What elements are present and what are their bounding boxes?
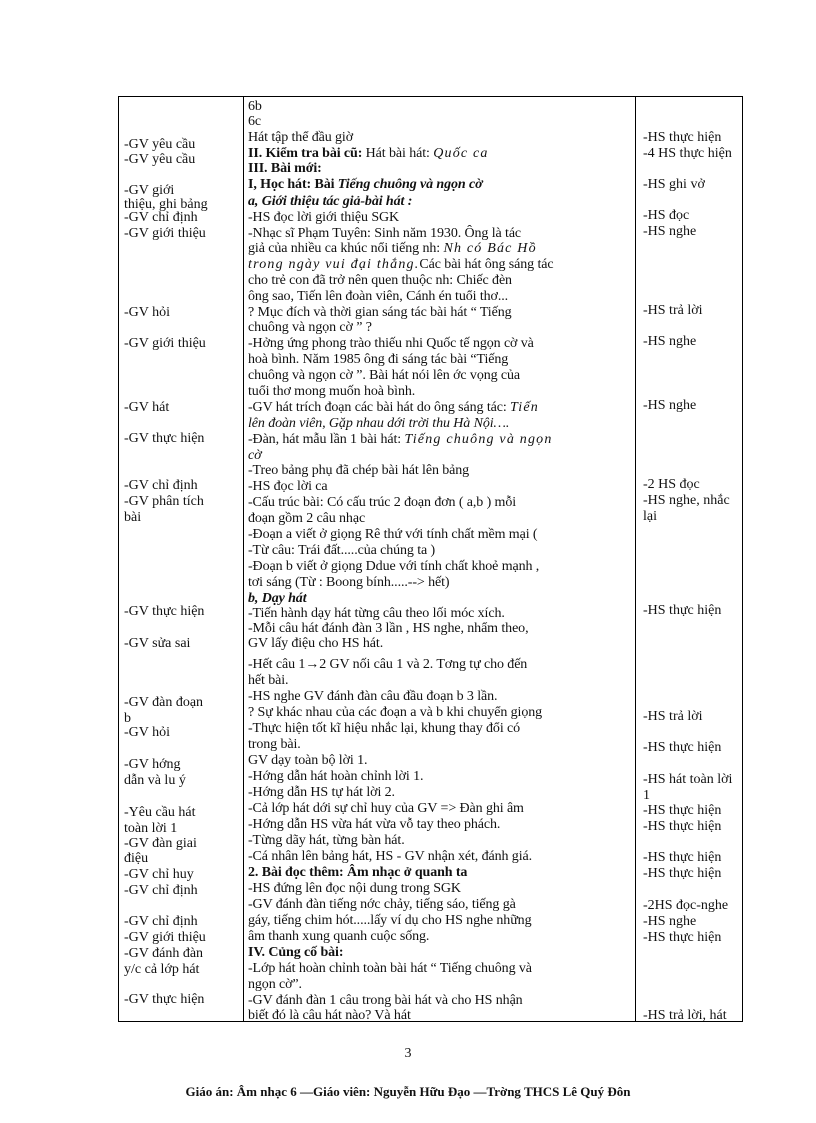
lesson-content-line-segment: Nh có Bác Hồ: [443, 241, 537, 256]
teacher-activity-line: dẫn và lu ý: [124, 773, 186, 788]
student-activity-line: -HS ghi vở: [643, 177, 705, 192]
lesson-content-line: [248, 257, 634, 273]
lesson-content-line: III. Bài mới:: [248, 161, 322, 176]
teacher-activity-line: -GV phân tích: [124, 494, 204, 509]
lesson-content-line: ông sao, Tiến lên đoàn viên, Cánh én tuổi thơ...: [248, 289, 509, 304]
lesson-content-line-segment: giả của nhiều ca khúc nổi tiếng nh:: [248, 241, 444, 256]
lesson-content-line: -Đoạn a viết ở giọng Rê thứ với tính chất mềm mại (: [248, 527, 538, 542]
lesson-content-line: -HS đọc lời ca: [248, 479, 328, 494]
teacher-activity-line: -GV sửa sai: [124, 636, 191, 651]
teacher-activity-line: -GV hỏi: [124, 725, 171, 740]
teacher-activity-line: -GV thực hiện: [124, 604, 205, 619]
teacher-activity-line: -GV giới: [124, 183, 175, 198]
lesson-content-line: lên đoàn viên, Gặp nhau dới trời thu Hà Nội….: [248, 416, 510, 431]
lesson-content-line: -Từ câu: Trái đất.....của chúng ta ): [248, 543, 436, 558]
teacher-activity-line: -GV đàn giai: [124, 836, 197, 851]
lesson-content-line: -Hớng dẫn HS tự hát lời 2.: [248, 785, 395, 800]
lesson-content-line: 6c: [248, 114, 262, 129]
lesson-content-line-segment: Tiếng chuông và ngọn: [404, 432, 553, 447]
lesson-content-line: [248, 241, 634, 257]
lesson-content-line: -Hớng dẫn hát hoàn chỉnh lời 1.: [248, 769, 424, 784]
lesson-content-line: a, Giới thiệu tác giả-bài hát :: [248, 194, 413, 209]
student-activity-line: -HS nghe, nhắc: [643, 493, 730, 508]
column-divider: [243, 97, 244, 1021]
page-footer: Giáo án: Âm nhạc 6 —Giáo viên: Nguyễn Hữu Đạo —Trờng THCS Lê Quý Đôn: [185, 1084, 631, 1099]
student-activity-line: -HS trả lời: [643, 303, 703, 318]
teacher-activity-line: -GV thực hiện: [124, 431, 205, 446]
teacher-activity-line: điệu: [124, 851, 149, 866]
lesson-table: [118, 96, 743, 1022]
column-divider: [635, 97, 636, 1021]
student-activity-line: -HS nghe: [643, 224, 697, 239]
student-activity-line: -HS nghe: [643, 914, 697, 929]
lesson-content-line-segment: -GV hát trích đoạn các bài hát do ông sáng tác:: [248, 400, 511, 415]
lesson-content-line: -HS nghe GV đánh đàn câu đầu đoạn b 3 lần.: [248, 689, 498, 704]
lesson-content-line: chuông và ngọn cờ ” ?: [248, 320, 372, 335]
lesson-content-line: tơi sáng (Từ : Boong bính.....--> hết): [248, 575, 450, 590]
teacher-activity-line: -GV chỉ định: [124, 883, 198, 898]
teacher-activity-line: toàn lời 1: [124, 821, 178, 836]
lesson-content-line: đoạn gồm 2 câu nhạc: [248, 511, 366, 526]
lesson-content-line: [248, 146, 634, 162]
lesson-content-line: -Thực hiện tốt kĩ hiệu nhắc lại, khung thay đổi có: [248, 721, 521, 736]
lesson-content-line: hoà bình. Năm 1985 ông đi sáng tác bài “Tiếng: [248, 352, 509, 367]
lesson-content-line: Hát tập thể đầu giờ: [248, 130, 354, 145]
lesson-content-line: ngọn cờ”.: [248, 977, 302, 992]
page-number: 3: [404, 1046, 412, 1061]
student-activity-line: -HS thực hiện: [643, 803, 722, 818]
lesson-content-line-segment: trong ngày vui đại thắng.: [248, 257, 420, 272]
lesson-content-line: biết đó là câu hát nào? Và hát: [248, 1008, 411, 1023]
lesson-content-column: [248, 97, 634, 1021]
student-activity-line: -4 HS thực hiện: [643, 146, 732, 161]
lesson-content-line: tuổi thơ mong muốn hoà bình.: [248, 384, 416, 399]
teacher-activity-line: -GV hỏi: [124, 305, 171, 320]
student-activity-line: -2HS đọc-nghe: [643, 898, 729, 913]
lesson-content-line: b, Dạy hát: [248, 591, 307, 606]
lesson-content-line: -Treo bảng phụ đã chép bài hát lên bảng: [248, 463, 470, 478]
teacher-activity-line: -GV yêu cầu: [124, 152, 196, 167]
teacher-activity-line: bài: [124, 510, 142, 525]
teacher-activity-column: [124, 97, 242, 1021]
lesson-content-line-segment: Quốc ca: [433, 146, 489, 161]
lesson-content-line: -Từng dãy hát, từng bàn hát.: [248, 833, 405, 848]
teacher-activity-line: -GV đánh đàn: [124, 946, 204, 961]
lesson-content-line: âm thanh xung quanh cuộc sống.: [248, 929, 430, 944]
lesson-content-line: -GV đánh đàn 1 câu trong bài hát và cho HS nhận: [248, 993, 523, 1008]
student-activity-line: -HS đọc: [643, 208, 690, 223]
lesson-content-line: [248, 432, 634, 448]
student-activity-line: -HS thực hiện: [643, 740, 722, 755]
lesson-content-line-segment: Tiếng chuông và ngọn cờ: [337, 177, 483, 192]
lesson-content-line-segment: Các bài hát ông sáng tác: [419, 257, 554, 272]
lesson-content-line: chuông và ngọn cờ ”. Bài hát nói lên ớc vọng của: [248, 368, 521, 383]
lesson-content-line: gáy, tiếng chim hót.....lấy ví dụ cho HS nghe những: [248, 913, 532, 928]
teacher-activity-line: -GV chỉ định: [124, 210, 198, 225]
teacher-activity-line: y/c cả lớp hát: [124, 962, 200, 977]
lesson-content-line: GV lấy điệu cho HS hát.: [248, 636, 384, 651]
teacher-activity-line: -GV chỉ huy: [124, 867, 194, 882]
teacher-activity-line: thiệu, ghi bảng: [124, 197, 208, 212]
teacher-activity-line: -Yêu cầu hát: [124, 805, 196, 820]
lesson-content-line: -Cá nhân lên bảng hát, HS - GV nhận xét, đánh giá.: [248, 849, 533, 864]
student-activity-line: -HS thực hiện: [643, 930, 722, 945]
teacher-activity-line: -GV chỉ định: [124, 478, 198, 493]
lesson-content-line: cờ: [248, 448, 262, 463]
lesson-content-line-segment: Tiến: [510, 400, 539, 415]
lesson-content-line-segment: -Đàn, hát mẫu lần 1 bài hát:: [248, 432, 405, 447]
lesson-content-line-segment: II. Kiểm tra bài cũ:: [248, 146, 366, 161]
lesson-content-line: ? Mục đích và thời gian sáng tác bài hát “ Tiếng: [248, 305, 512, 320]
student-activity-line: 1: [643, 788, 650, 803]
student-activity-line: -HS trả lời, hát: [643, 1008, 727, 1023]
lesson-content-line: IV. Củng cố bài:: [248, 945, 344, 960]
lesson-content-line: GV dạy toàn bộ lời 1.: [248, 753, 368, 768]
teacher-activity-line: -GV hớng: [124, 757, 181, 772]
lesson-content-line: -Cấu trúc bài: Có cấu trúc 2 đoạn đơn ( a,b ) mỗi: [248, 495, 517, 510]
lesson-content-line-segment: Hát bài hát:: [365, 146, 434, 161]
teacher-activity-line: -GV thực hiện: [124, 992, 205, 1007]
lesson-content-line: [248, 400, 634, 416]
lesson-content-line: -Hớng dẫn HS vừa hát vừa vỗ tay theo phách.: [248, 817, 501, 832]
lesson-content-line: 6b: [248, 99, 262, 114]
lesson-content-line: [248, 177, 634, 193]
student-activity-line: -HS thực hiện: [643, 130, 722, 145]
lesson-content-line: trong bài.: [248, 737, 301, 752]
student-activity-line: -HS nghe: [643, 398, 697, 413]
lesson-content-line: cho trẻ con đã trở nên quen thuộc nh: Chiếc đèn: [248, 273, 512, 288]
teacher-activity-line: -GV chỉ định: [124, 914, 198, 929]
teacher-activity-line: -GV giới thiệu: [124, 336, 206, 351]
lesson-content-line: -Hởng ứng phong trào thiếu nhi Quốc tế ngọn cờ và: [248, 336, 534, 351]
lesson-content-line: hết bài.: [248, 673, 289, 688]
lesson-content-line-segment: I, Học hát: Bài: [248, 177, 338, 192]
lesson-content-line: -Hết câu 1→2 GV nối câu 1 và 2. Tơng tự cho đến: [248, 657, 528, 672]
student-activity-line: -HS thực hiện: [643, 850, 722, 865]
teacher-activity-line: -GV đàn đoạn: [124, 695, 204, 710]
teacher-activity-line: -GV yêu cầu: [124, 137, 196, 152]
student-activity-line: -HS thực hiện: [643, 866, 722, 881]
lesson-content-line: ? Sự khác nhau của các đoạn a và b khi chuyển giọng: [248, 705, 543, 720]
student-activity-line: -HS hát toàn lời: [643, 772, 733, 787]
lesson-content-line: -Cả lớp hát dới sự chỉ huy của GV => Đàn ghi âm: [248, 801, 524, 816]
student-activity-line: -HS nghe: [643, 334, 697, 349]
teacher-activity-line: -GV hát: [124, 400, 170, 415]
student-activity-line: -HS trả lời: [643, 709, 703, 724]
student-activity-line: -HS thực hiện: [643, 819, 722, 834]
student-activity-line: lại: [643, 509, 657, 524]
student-activity-column: [643, 97, 743, 1021]
student-activity-line: -2 HS đọc: [643, 477, 700, 492]
lesson-content-line: -HS đứng lên đọc nội dung trong SGK: [248, 881, 461, 896]
teacher-activity-line: -GV giới thiệu: [124, 930, 206, 945]
lesson-content-line: -Tiến hành dạy hát từng câu theo lối móc xích.: [248, 606, 505, 621]
teacher-activity-line: -GV giới thiệu: [124, 226, 206, 241]
lesson-content-line: -Mỗi câu hát đánh đàn 3 lần , HS nghe, nhẩm theo,: [248, 621, 529, 636]
lesson-content-line: -HS đọc lời giới thiệu SGK: [248, 210, 400, 225]
lesson-content-line: 2. Bài đọc thêm: Âm nhạc ở quanh ta: [248, 865, 468, 880]
lesson-content-line: -Lớp hát hoàn chỉnh toàn bài hát “ Tiếng chuông và: [248, 961, 532, 976]
lesson-content-line: -Đoạn b viết ở giọng Ddue với tính chất khoẻ mạnh ,: [248, 559, 540, 574]
lesson-content-line: -GV đánh đàn tiếng nớc chảy, tiếng sáo, tiếng gà: [248, 897, 516, 912]
student-activity-line: -HS thực hiện: [643, 603, 722, 618]
lesson-content-line: -Nhạc sĩ Phạm Tuyên: Sinh năm 1930. Ông là tác: [248, 226, 522, 241]
teacher-activity-line: b: [124, 711, 131, 726]
